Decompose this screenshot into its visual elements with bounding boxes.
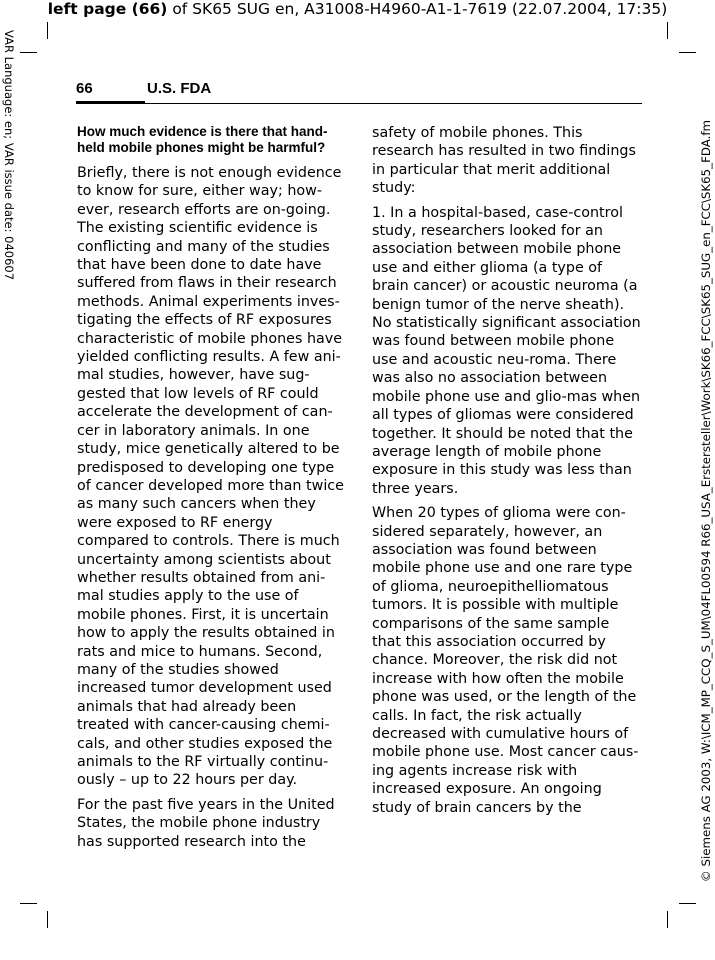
header-rule xyxy=(145,103,642,104)
question-heading: How much evidence is there that hand-held mobile phones might be harmful? xyxy=(77,124,328,155)
copyright-path-text: © Siemens AG 2003, W:\ICM_MP_CCQ_S_UM\04FL00594 R66_USA_Erstersteller\Work\SK66_FCC\SK65_SUG_en_FCC\SK65_FDA.fm xyxy=(699,120,713,883)
crop-mark-bottom-left-vertical xyxy=(47,911,48,928)
crop-mark-top-left-horizontal xyxy=(20,52,37,53)
right-text-column xyxy=(372,124,642,823)
print-job-info: of SK65 SUG en, A31008-H4960-A1-1-7619 (22.07.2004, 17:35) xyxy=(167,0,668,18)
body-paragraph: When 20 types of glioma were con-sidered separately, however, an association was found between mobile phone use and one rare type of glioma, neuroepithelliomatous tumors. It is possible with multiple comparisons of the same sample that this association occurred by chance. Moreover, the risk did not increase with how often the mobile phone was used, or the length of the calls. In fact, the risk actually decreased with cumulative hours of mobile phone use. Most cancer caus-ing agents increase risk with increased exposure. An ongoing study of brain cancers by the xyxy=(372,505,639,816)
crop-mark-top-left-vertical xyxy=(47,22,48,39)
body-paragraph: 1. In a hospital-based, case-control study, researchers looked for an association between mobile phone use and either glioma (a type of brain cancer) or acoustic neuroma (a benign tumor of the nerve sheath). No statistically significant association was found between mobile phone use and acoustic neu-roma. There was also no association between mobile phone use and glio-mas when all types of gliomas were considered together. It should be noted that the average length of mobile phone exposure in this study was less than three years. xyxy=(372,204,641,497)
print-job-header xyxy=(0,0,715,18)
left-margin-note xyxy=(0,30,18,430)
crop-mark-bottom-left-horizontal xyxy=(20,903,37,904)
right-margin-note xyxy=(697,120,715,960)
header-rule-thick xyxy=(76,101,145,104)
section-title: U.S. FDA xyxy=(147,80,212,97)
left-text-column xyxy=(77,124,344,857)
body-paragraph: safety of mobile phones. This research has resulted in two findings in particular that merit additional study: xyxy=(372,125,636,197)
body-paragraph: For the past five years in the United States, the mobile phone industry has supported research into the xyxy=(77,796,335,850)
crop-mark-bottom-right-vertical xyxy=(667,911,668,928)
crop-mark-bottom-right-horizontal xyxy=(679,903,696,904)
crop-mark-top-right-horizontal xyxy=(679,52,696,53)
crop-mark-top-right-vertical xyxy=(667,22,668,39)
var-language-text: VAR Language: en; VAR issue date: 040607 xyxy=(2,30,16,281)
body-paragraph: Briefly, there is not enough evidence to know for sure, either way; how-ever, research efforts are on-going. The existing scientific evidence is conflicting and many of the studies that have been done to date have suffered from flaws in their research methods. Animal experiments inves-tigating the effects of RF exposures characteristic of mobile phones have yielded conflicting results. A few ani-mal studies, however, have sug-gested that low levels of RF could accelerate the development of can-cer in laboratory animals. In one study, mice genetically altered to be predisposed to developing one type of cancer developed more than twice as many such cancers when they were exposed to RF energy compared to controls. There is much uncertainty among scientists about whether results obtained from ani-mal studies apply to the use of mobile phones. First, it is uncertain how to apply the results obtained in rats and mice to humans. Second, many of the studies showed increased tumor development used animals that had already been treated with cancer-causing chemi-cals, and other studies exposed the animals to the RF virtually continu-ously – up to 22 hours per day. xyxy=(77,165,344,789)
print-job-page-label: left page (66) xyxy=(47,0,168,18)
page-number: 66 xyxy=(76,80,93,97)
